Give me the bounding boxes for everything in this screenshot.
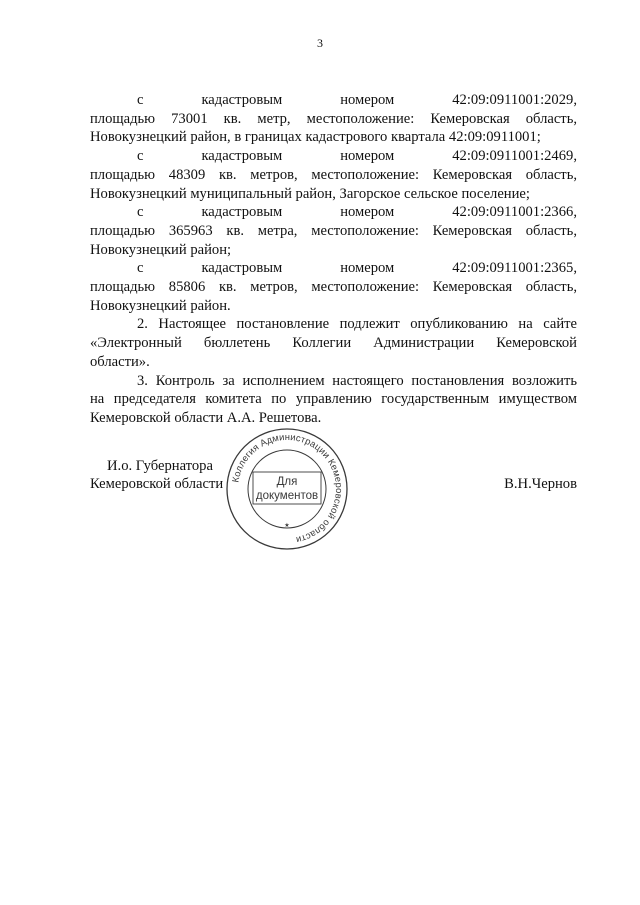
cadastral-item-line: площадью 73001 кв. метр, местоположение: Кемеровская область, [90,110,577,127]
stamp-star-icon: ★ [284,523,290,529]
cadastral-item-line: Новокузнецкий район, в границах кадастрового квартала 42:09:0911001; [90,129,541,146]
stamp-inner-ring [248,450,326,528]
cadastral-item-line: с кадастровым номером 42:09:0911001:2469, [137,148,577,165]
paragraph-line: «Электронный бюллетень Коллегии Администрации Кемеровской [90,335,577,352]
paragraph-line: 2. Настоящее постановление подлежит опубликованию на сайте [137,316,577,333]
signatory-title-line-2: Кемеровской области [90,476,224,492]
cadastral-item-line: площадью 365963 кв. метра, местоположение: Кемеровская область, [90,222,577,239]
cadastral-item-line: Новокузнецкий район; [90,241,232,258]
stamp-center-line-1: Для [276,476,298,488]
paragraph-line: Кемеровской области А.А. Решетова. [90,409,322,426]
stamp-outer-ring [227,429,347,549]
paragraph-control [90,372,577,428]
stamp-ring-text: Коллегия Администрации Кемеровской области [229,430,346,547]
signatory-title-line-1: И.о. Губернатора [107,458,213,474]
cadastral-item-line: площадью 48309 кв. метров, местоположение: Кемеровская область, [90,166,577,183]
signatory-name: В.Н.Чернов [504,476,577,492]
page-number: 3 [317,36,323,50]
cadastral-item-line: с кадастровым номером 42:09:0911001:2365, [137,260,577,277]
cadastral-item-4 [90,259,577,315]
cadastral-item-line: Новокузнецкий район. [90,297,231,314]
paragraph-publication [90,315,577,371]
cadastral-item-line: с кадастровым номером 42:09:0911001:2366, [137,204,577,221]
cadastral-item-2 [90,147,577,203]
paragraph-line: 3. Контроль за исполнением настоящего постановления возложить [137,372,577,389]
cadastral-item-1 [90,91,577,147]
document-body [90,91,577,428]
stamp-center-line-2: документов [255,490,319,502]
cadastral-item-3 [90,203,577,259]
cadastral-item-line: площадью 85806 кв. метров, местоположение: Кемеровская область, [90,279,577,296]
cadastral-item-line: с кадастровым номером 42:09:0911001:2029, [137,92,577,108]
cadastral-item-line: Новокузнецкий муниципальный район, Загорское сельское поселение; [90,185,530,202]
paragraph-line: на председателя комитета по управлению государственным имуществом [90,391,577,408]
paragraph-line: области». [90,353,150,370]
official-stamp [225,427,349,551]
